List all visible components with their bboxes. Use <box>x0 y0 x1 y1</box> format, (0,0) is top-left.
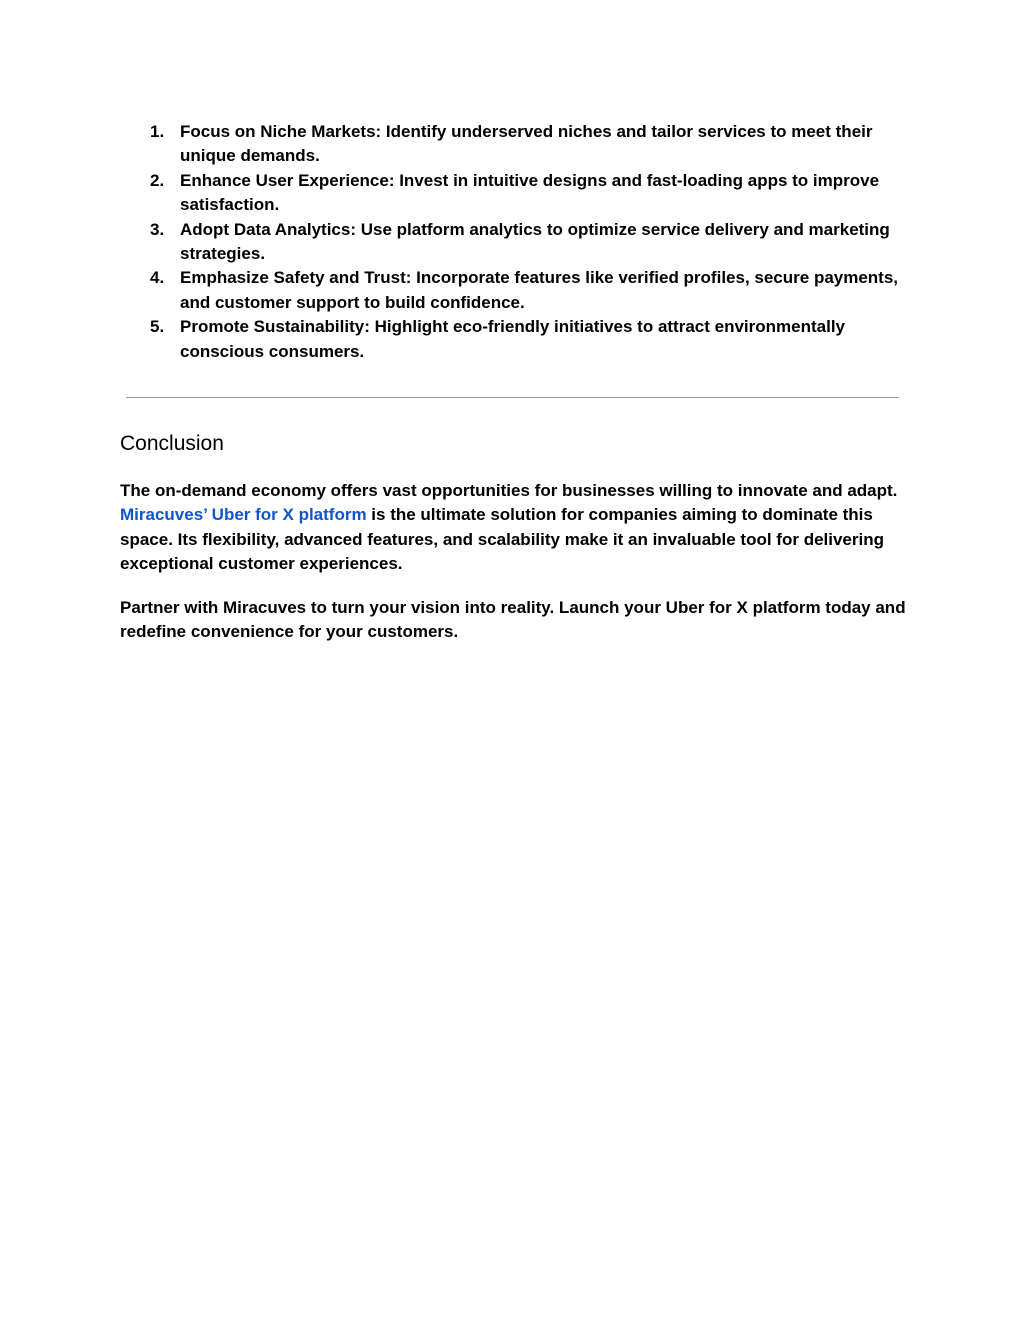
list-item-text: Enhance User Experience: Invest in intuitive designs and fast-loading apps to improve satisfaction. <box>180 170 880 215</box>
conclusion-paragraph-1 <box>120 479 920 577</box>
paragraph-text-after-link: is the ultimate solution for companies aiming to dominate this space. Its flexibility, advanced features, and scalability make it an invaluable tool for delivering exceptional customer experiences. <box>120 505 884 574</box>
list-item-number: 5. <box>150 317 165 337</box>
list-item-text: Promote Sustainability: Highlight eco-friendly initiatives to attract environmentally conscious consumers. <box>180 317 846 361</box>
list-item-number: 3. <box>150 219 165 239</box>
list-item <box>120 120 910 169</box>
list-item-text: Adopt Data Analytics: Use platform analytics to optimize service delivery and marketing strategies. <box>180 219 890 264</box>
list-item-text: Emphasize Safety and Trust: Incorporate features like verified profiles, secure payments, and customer support to build confidence. <box>180 268 899 312</box>
list-item <box>120 315 910 364</box>
tips-list <box>120 120 910 364</box>
list-item <box>120 218 910 267</box>
list-item <box>120 169 910 218</box>
list-item-number: 4. <box>150 268 165 288</box>
list-item-text: Focus on Niche Markets: Identify underserved niches and tailor services to meet their unique demands. <box>180 122 873 166</box>
list-item-number: 1. <box>150 122 165 141</box>
conclusion-paragraph-2: Partner with Miracuves to turn your vision into reality. Launch your Uber for X platform today and redefine convenience for your customers. <box>120 598 906 642</box>
list-item-number: 2. <box>150 170 165 190</box>
miracuves-uber-for-x-link[interactable]: Miracuves’ Uber for X platform <box>120 505 367 525</box>
list-item <box>120 266 910 315</box>
paragraph-text-before-link: The on-demand economy offers vast opportunities for businesses willing to innovate and adapt. <box>120 481 898 500</box>
horizontal-divider <box>126 397 899 398</box>
conclusion-heading: Conclusion <box>120 432 224 455</box>
